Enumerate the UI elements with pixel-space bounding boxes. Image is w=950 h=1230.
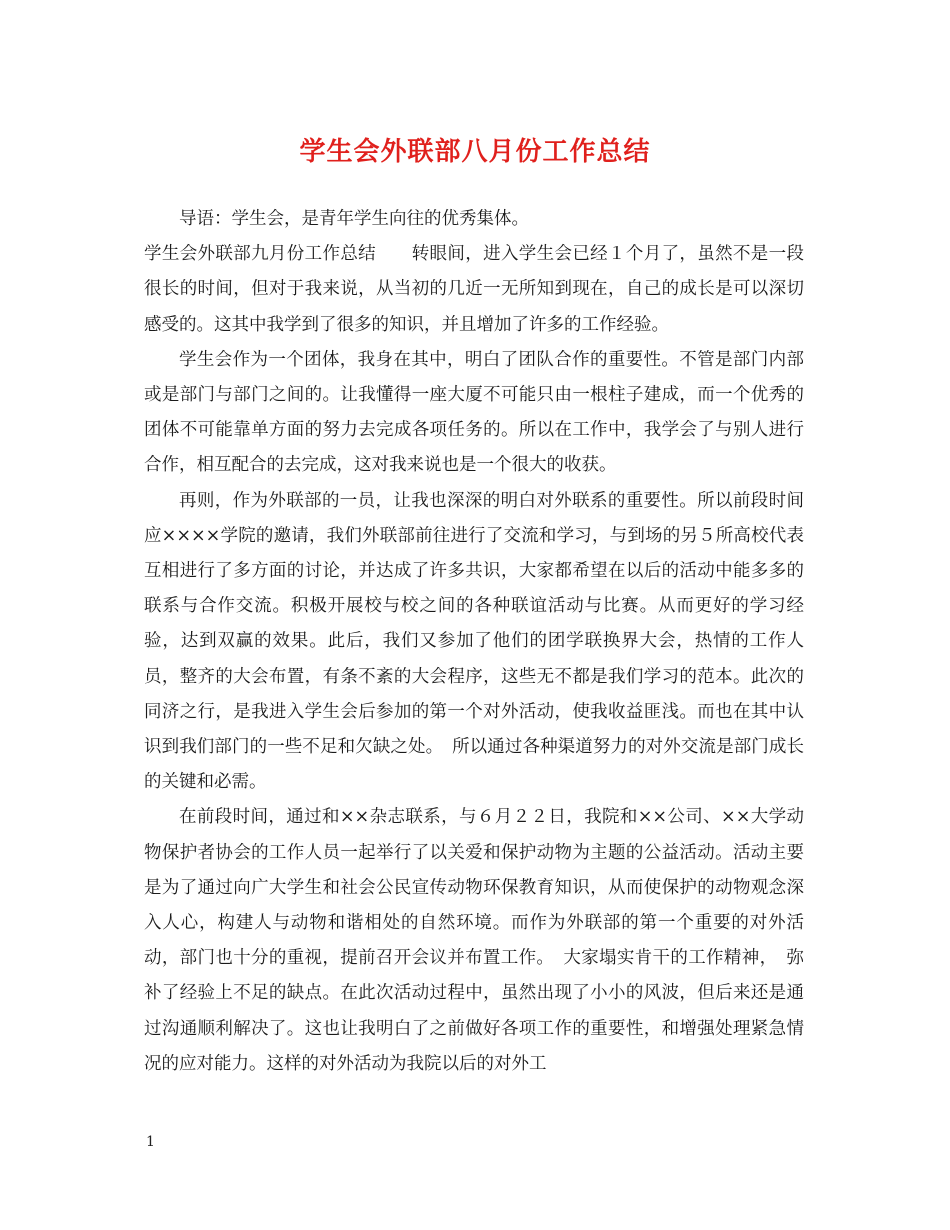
paragraph-3: 再则，作为外联部的一员，让我也深深的明白对外联系的重要性。所以前段时间应××××学院的邀请，我们外联部前往进行了交流和学习，与到场的另５所高校代表互相进行了多方面的讨论，并达成了许多共识，大家都希望在以后的活动中能多多的联系与合作交流。积极开展校与校之间的各种联谊活动与比赛。从而更好的学习经验，达到双赢的效果。此后，我们又参加了他们的团学联换界大会，热情的工作人员，整齐的大会布置，有条不紊的大会程序，这些无不都是我们学习的范本。此次的同济之行，是我进入学生会后参加的第一个对外活动，使我收益匪浅。而也在其中认识到我们部门的一些不足和欠缺之处。 所以通过各种渠道努力的对外交流是部门成长的关键和必需。 (144, 490, 804, 793)
paragraph-2: 学生会作为一个团体，我身在其中，明白了团队合作的重要性。不管是部门内部或是部门与部门之间的。让我懂得一座大厦不可能只由一根柱子建成，而一个优秀的团体不可能靠单方面的努力去完成各项任务的。所以在工作中，我学会了与别人进行合作，相互配合的去完成，这对我来说也是一个很大的收获。 (144, 349, 804, 476)
document-title: 学生会外联部八月份工作总结 (299, 137, 651, 167)
document-body (144, 202, 804, 1082)
paragraph-intro: 导语：学生会，是青年学生向往的优秀集体。 (179, 209, 529, 229)
page-number: 1 (146, 1134, 155, 1150)
paragraph-4: 在前段时间，通过和××杂志联系，与６月２２日，我院和××公司、××大学动物保护者协会的工作人员一起举行了以关爱和保护动物为主题的公益活动。活动主要是为了通过向广大学生和社会公民宣传动物环保教育知识，从而使保护的动物观念深入人心，构建人与动物和谐相处的自然环境。而作为外联部的第一个重要的对外活动，部门也十分的重视，提前召开会议并布置工作。 大家塌实肯干的工作精神， 弥补了经验上不足的缺点。在此次活动过程中，虽然出现了小小的风波，但后来还是通过沟通顺利解决了。这也让我明白了之前做好各项工作的重要性，和增强处理紧急情况的应对能力。这样的对外活动为我院以后的对外工 (144, 807, 804, 1074)
paragraph-1: 学生会外联部九月份工作总结 转眼间，进入学生会已经１个月了，虽然不是一段很长的时间，但对于我来说，从当初的几近一无所知到现在，自己的成长是可以深切感受的。这其中我学到了很多的知识，并且增加了许多的工作经验。 (144, 244, 804, 335)
